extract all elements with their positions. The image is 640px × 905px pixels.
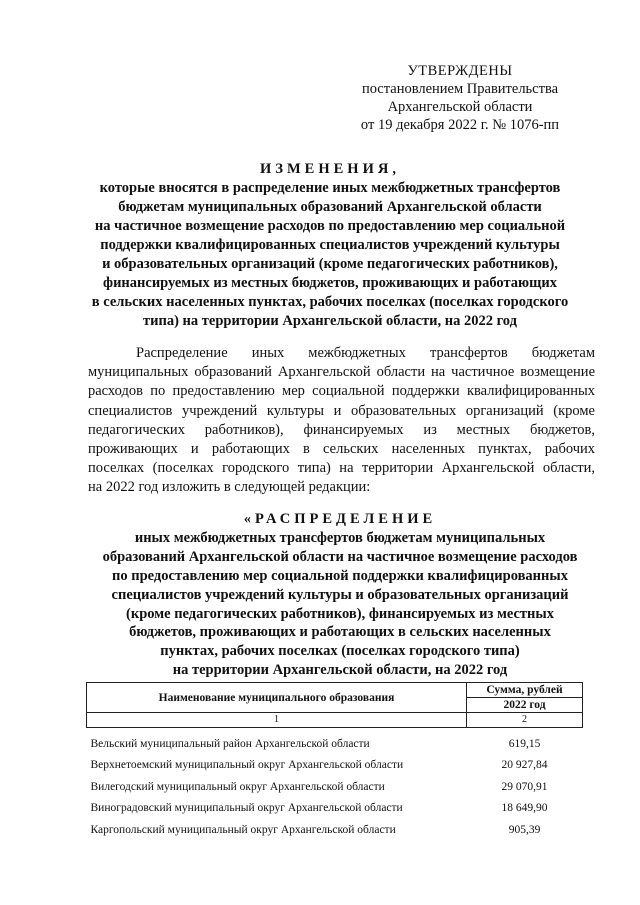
amount-value: 619,15 [508, 737, 541, 750]
heading-line: и образовательных организаций (кроме педагогических работников), [102, 256, 558, 272]
distribution-heading [60, 510, 620, 680]
distribution-table [86, 682, 583, 836]
municipality-name: Виноградовский муниципальный округ Архангельской области [90, 802, 403, 814]
approval-title: УТВЕРЖДЕНЫ [407, 63, 513, 79]
approval-line: постановлением Правительства [361, 81, 559, 97]
heading-line: иных межбюджетных трансфертов бюджетам муниципальных [134, 529, 546, 546]
approval-line: Архангельской области [387, 99, 533, 115]
heading-line: в сельских населенных пунктах, рабочих поселках (поселках городского [91, 294, 569, 310]
amount-value: 905,39 [508, 823, 541, 836]
heading-line: типа) на территории Архангельской области, на 2022 год [143, 313, 517, 329]
paragraph-line: специалистов учреждений культуры и образовательных организаций (кроме [88, 402, 595, 419]
heading-line: бюджетов, проживающих и работающих в сельских населенных [129, 624, 551, 641]
heading-line: поддержки квалифицированных специалистов учреждений культуры [100, 237, 560, 253]
column-number: 1 [87, 713, 467, 728]
changes-heading [60, 160, 600, 331]
table-header [87, 683, 583, 728]
table-row [87, 814, 583, 836]
amount-value: 18 649,90 [501, 802, 548, 814]
paragraph-line: педагогических работников), финансируемых из местных бюджетов, [88, 421, 595, 438]
paragraph-line: расходов по предоставлению мер социальной поддержки квалифицированных [88, 383, 595, 400]
header-name: Наименование муниципального образования [87, 683, 467, 713]
paragraph-line: на 2022 год изложить в следующей редакции: [88, 479, 371, 496]
municipality-name: Каргопольский муниципальный округ Архангельской области [90, 823, 396, 836]
municipality-name: Верхнетоемский муниципальный округ Архангельской области [90, 759, 404, 771]
paragraph-line: поселках (поселках городского типа) на территории Архангельской области, [88, 460, 595, 477]
approval-block [360, 62, 560, 134]
body-paragraph [88, 344, 595, 498]
distribution-title: «РАСПРЕДЕЛЕНИЕ [243, 511, 437, 527]
amount-value: 20 927,84 [501, 759, 548, 771]
heading-line: пунктах, рабочих поселках (поселках городского типа) [160, 643, 520, 660]
heading-line: (кроме педагогических работников), финансируемых из местных [126, 605, 554, 622]
amount-value: 29 070,91 [501, 780, 548, 793]
heading-line: бюджетам муниципальных образований Архангельской области [118, 199, 542, 215]
heading-line: на территории Архангельской области, на 2022 год [172, 662, 508, 679]
changes-title: ИЗМЕНЕНИЯ, [260, 161, 400, 177]
table-body [87, 728, 583, 836]
approval-line: от 19 декабря 2022 г. № 1076-пп [360, 117, 560, 133]
heading-line: которые вносятся в распределение иных межбюджетных трансфертов [99, 180, 561, 196]
header-sum: Сумма, рублей [467, 683, 583, 698]
heading-line: по предоставлению мер социальной поддержки квалифицированных [112, 567, 568, 584]
table-row [87, 793, 583, 815]
heading-line: образований Архангельской области на частичное возмещение расходов [102, 548, 578, 565]
heading-line: на частичное возмещение расходов по предоставлению мер социальной [94, 218, 566, 234]
heading-line: специалистов учреждений культуры и образовательных организаций [111, 586, 569, 603]
paragraph-line: муниципальных образований Архангельской области на частичное возмещение [88, 364, 595, 381]
paragraph-line: Распределение иных межбюджетных трансфертов бюджетам [136, 345, 595, 361]
header-year: 2022 год [467, 698, 583, 713]
table-row [87, 750, 583, 772]
heading-line: финансируемых из местных бюджетов, проживающих и работающих [103, 275, 557, 291]
paragraph-line: проживающих и работающих в сельских населенных пунктах, рабочих [88, 441, 595, 458]
table-row [87, 728, 583, 750]
column-number: 2 [467, 713, 583, 728]
municipality-name: Вилегодский муниципальный округ Архангельской области [90, 780, 385, 793]
municipality-name: Вельский муниципальный район Архангельской области [90, 737, 370, 750]
distribution-table-container [86, 682, 582, 836]
column-number-row [87, 713, 583, 728]
table-row [87, 771, 583, 793]
